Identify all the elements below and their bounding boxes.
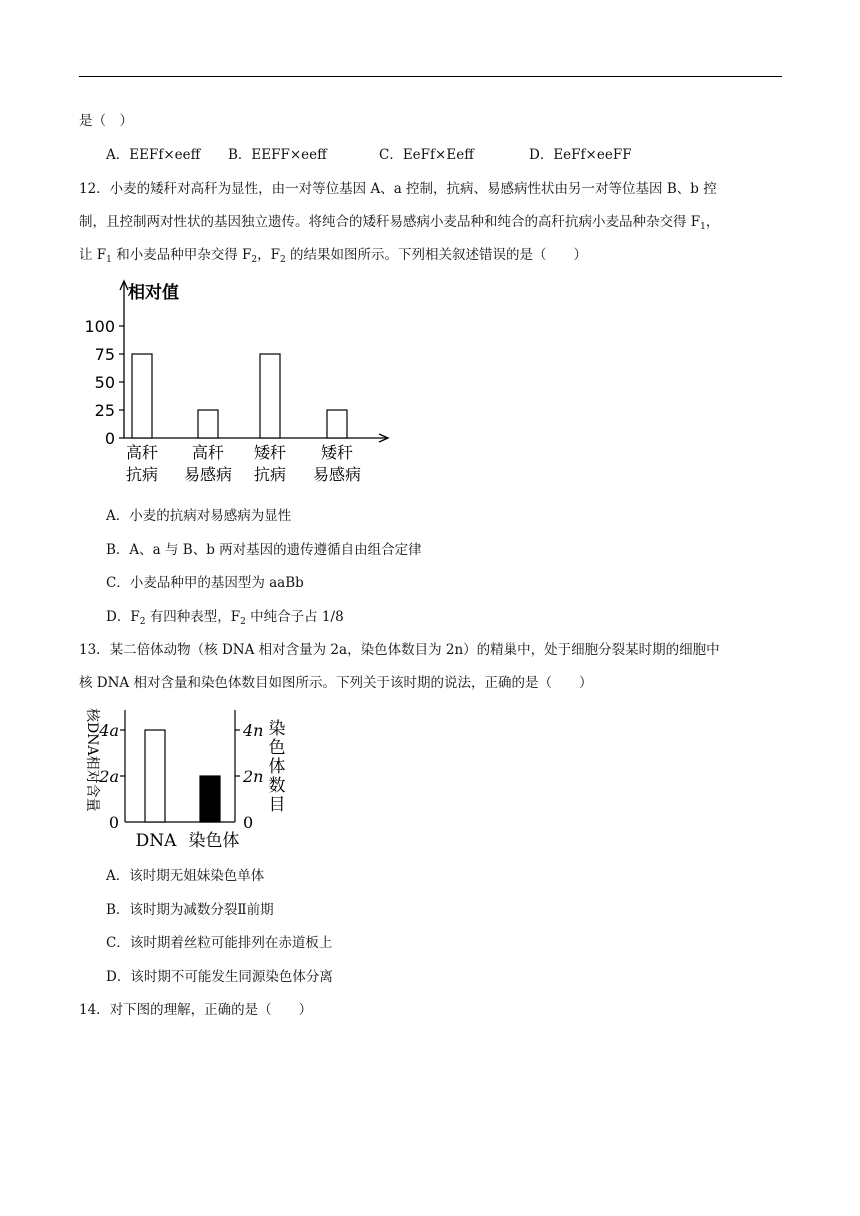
q12-option-c: C．小麦品种甲的基因型为 aaBb bbox=[106, 575, 304, 591]
q12-bar-chart bbox=[82, 278, 402, 490]
x-tick-label: 高秆 bbox=[191, 443, 225, 462]
q11-option-c: C．EeFf×Eeff bbox=[379, 147, 474, 163]
x-tick-label: 抗病 bbox=[125, 465, 159, 484]
q11-option-d: D．EeFf×eeFF bbox=[529, 147, 632, 163]
y-tick-label: 50 bbox=[94, 373, 115, 392]
q12-stem-line1: 12．小麦的矮秆对高秆为显性，由一对等位基因 A、a 控制，抗病、易感病性状由另一对等位基因 B、b 控 bbox=[79, 181, 717, 197]
x-tick-label: 矮秆 bbox=[320, 443, 354, 462]
left-tick-label: 4a bbox=[99, 721, 119, 740]
x-tick-label: 矮秆 bbox=[253, 443, 287, 462]
bar bbox=[132, 354, 152, 438]
q11-option-a: A．EEFf×eeff bbox=[106, 147, 201, 163]
q13-stem-line2: 核 DNA 相对含量和染色体数目如图所示。下列关于该时期的说法，正确的是（ ） bbox=[79, 675, 593, 691]
q13-bar-chart bbox=[74, 706, 304, 856]
q13-stem-line1: 13．某二倍体动物（核 DNA 相对含量为 2a，染色体数目为 2n）的精巢中，处于细胞分裂某时期的细胞中 bbox=[79, 642, 720, 658]
q11-tail: 是（ ） bbox=[79, 113, 133, 129]
x-tick-label: 易感病 bbox=[312, 465, 362, 484]
right-axis-label-char: 染 bbox=[268, 719, 286, 739]
q13-option-a: A．该时期无姐妹染色单体 bbox=[106, 868, 265, 884]
right-tick-label: 4n bbox=[243, 721, 264, 740]
left-tick-label: 2a bbox=[99, 767, 119, 786]
bar bbox=[145, 730, 165, 822]
q12-stem-line3: 让 $F_1$ 和小麦品种甲杂交得 $F_2$，$F_2$ 的结果如图所示。下列相关叙述错误的是（ ） bbox=[79, 247, 587, 265]
x-tick-label: 染色体 bbox=[188, 831, 240, 851]
right-axis-label-char: 体 bbox=[268, 757, 286, 777]
q13-option-c: C．该时期着丝粒可能排列在赤道板上 bbox=[106, 935, 333, 951]
q12-stem-line2: 制，且控制两对性状的基因独立遗传。将纯合的矮秆易感病小麦品种和纯合的高秆抗病小麦品种杂交得 $F_1$， bbox=[79, 214, 720, 232]
bar bbox=[198, 410, 218, 438]
y-tick-label: 100 bbox=[84, 317, 115, 336]
bar bbox=[200, 776, 220, 822]
left-tick-label: 0 bbox=[108, 813, 119, 832]
right-tick-label: 2n bbox=[243, 767, 264, 786]
right-tick-label: 0 bbox=[243, 813, 254, 832]
x-tick-label: DNA bbox=[135, 831, 177, 851]
left-axis-label: 核DNA相对含量 bbox=[84, 708, 100, 812]
q12-option-a: A．小麦的抗病对易感病为显性 bbox=[106, 508, 292, 524]
x-tick-label: 高秆 bbox=[125, 443, 159, 462]
y-tick-label: 25 bbox=[94, 401, 115, 420]
q12-option-b: B．A、a 与 B、b 两对基因的遗传遵循自由组合定律 bbox=[106, 542, 422, 558]
q14-stem-line1: 14．对下图的理解，正确的是（ ） bbox=[79, 1002, 313, 1018]
q11-option-b: B．EEFF×eeff bbox=[228, 147, 327, 163]
y-tick-label: 75 bbox=[94, 345, 115, 364]
y-axis-label: 相对值 bbox=[128, 283, 179, 303]
q13-option-d: D．该时期不可能发生同源染色体分离 bbox=[106, 969, 333, 985]
bar bbox=[260, 354, 280, 438]
right-axis-label-char: 目 bbox=[268, 795, 286, 815]
x-tick-label: 抗病 bbox=[253, 465, 287, 484]
x-tick-label: 易感病 bbox=[183, 465, 233, 484]
q12-option-d: D．$F_2$ 有四种表型，$F_2$ 中纯合子占 1/8 bbox=[106, 609, 344, 627]
y-tick-label: 0 bbox=[104, 429, 115, 448]
q13-option-b: B．该时期为减数分裂Ⅱ前期 bbox=[106, 902, 274, 918]
bar bbox=[327, 410, 347, 438]
right-axis-label-char: 数 bbox=[268, 776, 286, 796]
right-axis-label-char: 色 bbox=[268, 738, 286, 758]
header-rule bbox=[79, 76, 782, 77]
